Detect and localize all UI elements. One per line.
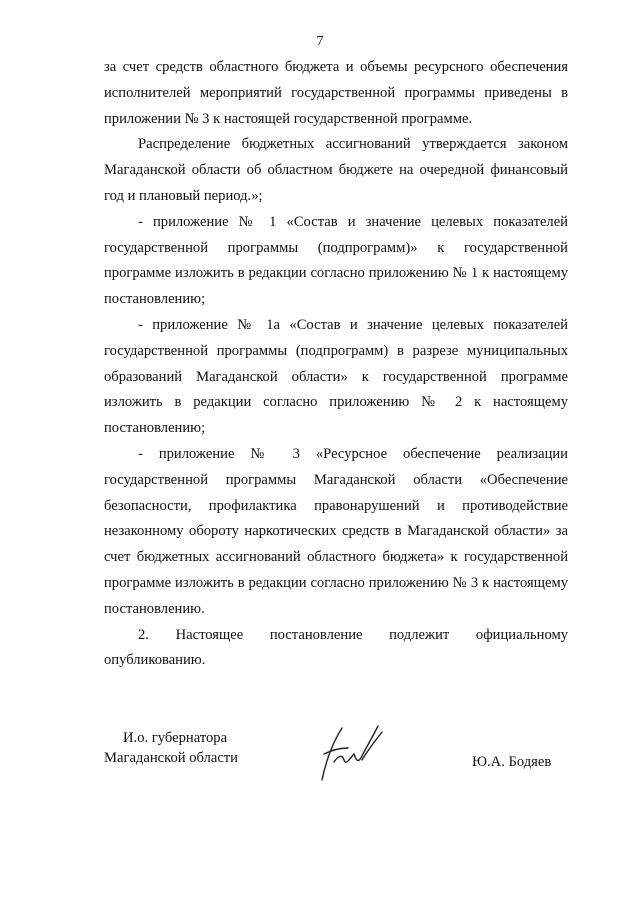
document-body: [104, 55, 568, 674]
signatory-position-line2: Магаданской области: [104, 750, 238, 766]
signature-block: [0, 728, 640, 798]
paragraph-funding-continuation: за счет средств областного бюджета и объемы ресурсного обеспечения исполнителей мероприятий государственной программы приведены в приложении № 3 к настоящей государственной программе.: [104, 59, 568, 127]
paragraph-appendix-3: - приложение № 3 «Ресурсное обеспечение реализации государственной программы Магаданской области «Обеспечение безопасности, профилактика правонарушений и противодействие незаконному обороту наркотических средств в Магаданской области» за счет бюджетных ассигнований областного бюджета» к государственной программе изложить в редакции согласно приложению № 3 к настоящему постановлению.: [104, 445, 568, 617]
paragraph-publication: 2. Настоящее постановление подлежит официальному опубликованию.: [104, 626, 568, 669]
paragraph-budget-allocation: Распределение бюджетных ассигнований утверждается законом Магаданской области об областном бюджете на очередной финансовый год и плановый период.»;: [104, 136, 568, 204]
signatory-position-line1: И.о. губернатора: [123, 730, 228, 746]
page-number: 7: [316, 34, 324, 49]
paragraph-appendix-1: - приложение № 1 «Состав и значение целевых показателей государственной программы (подпрограмм)» к государственной программе изложить в редакции согласно приложению № 1 к настоящему постановлению;: [104, 213, 568, 308]
signatory-name: Ю.А. Бодяев: [472, 754, 552, 770]
handwritten-signature: [312, 720, 388, 786]
paragraph-appendix-1a: - приложение № 1а «Состав и значение целевых показателей государственной программы (подпрограмм) в разрезе муниципальных образований Магаданской области» к государственной программе изложить в редакции согласно приложению № 2 к настоящему постановлению;: [104, 316, 568, 437]
